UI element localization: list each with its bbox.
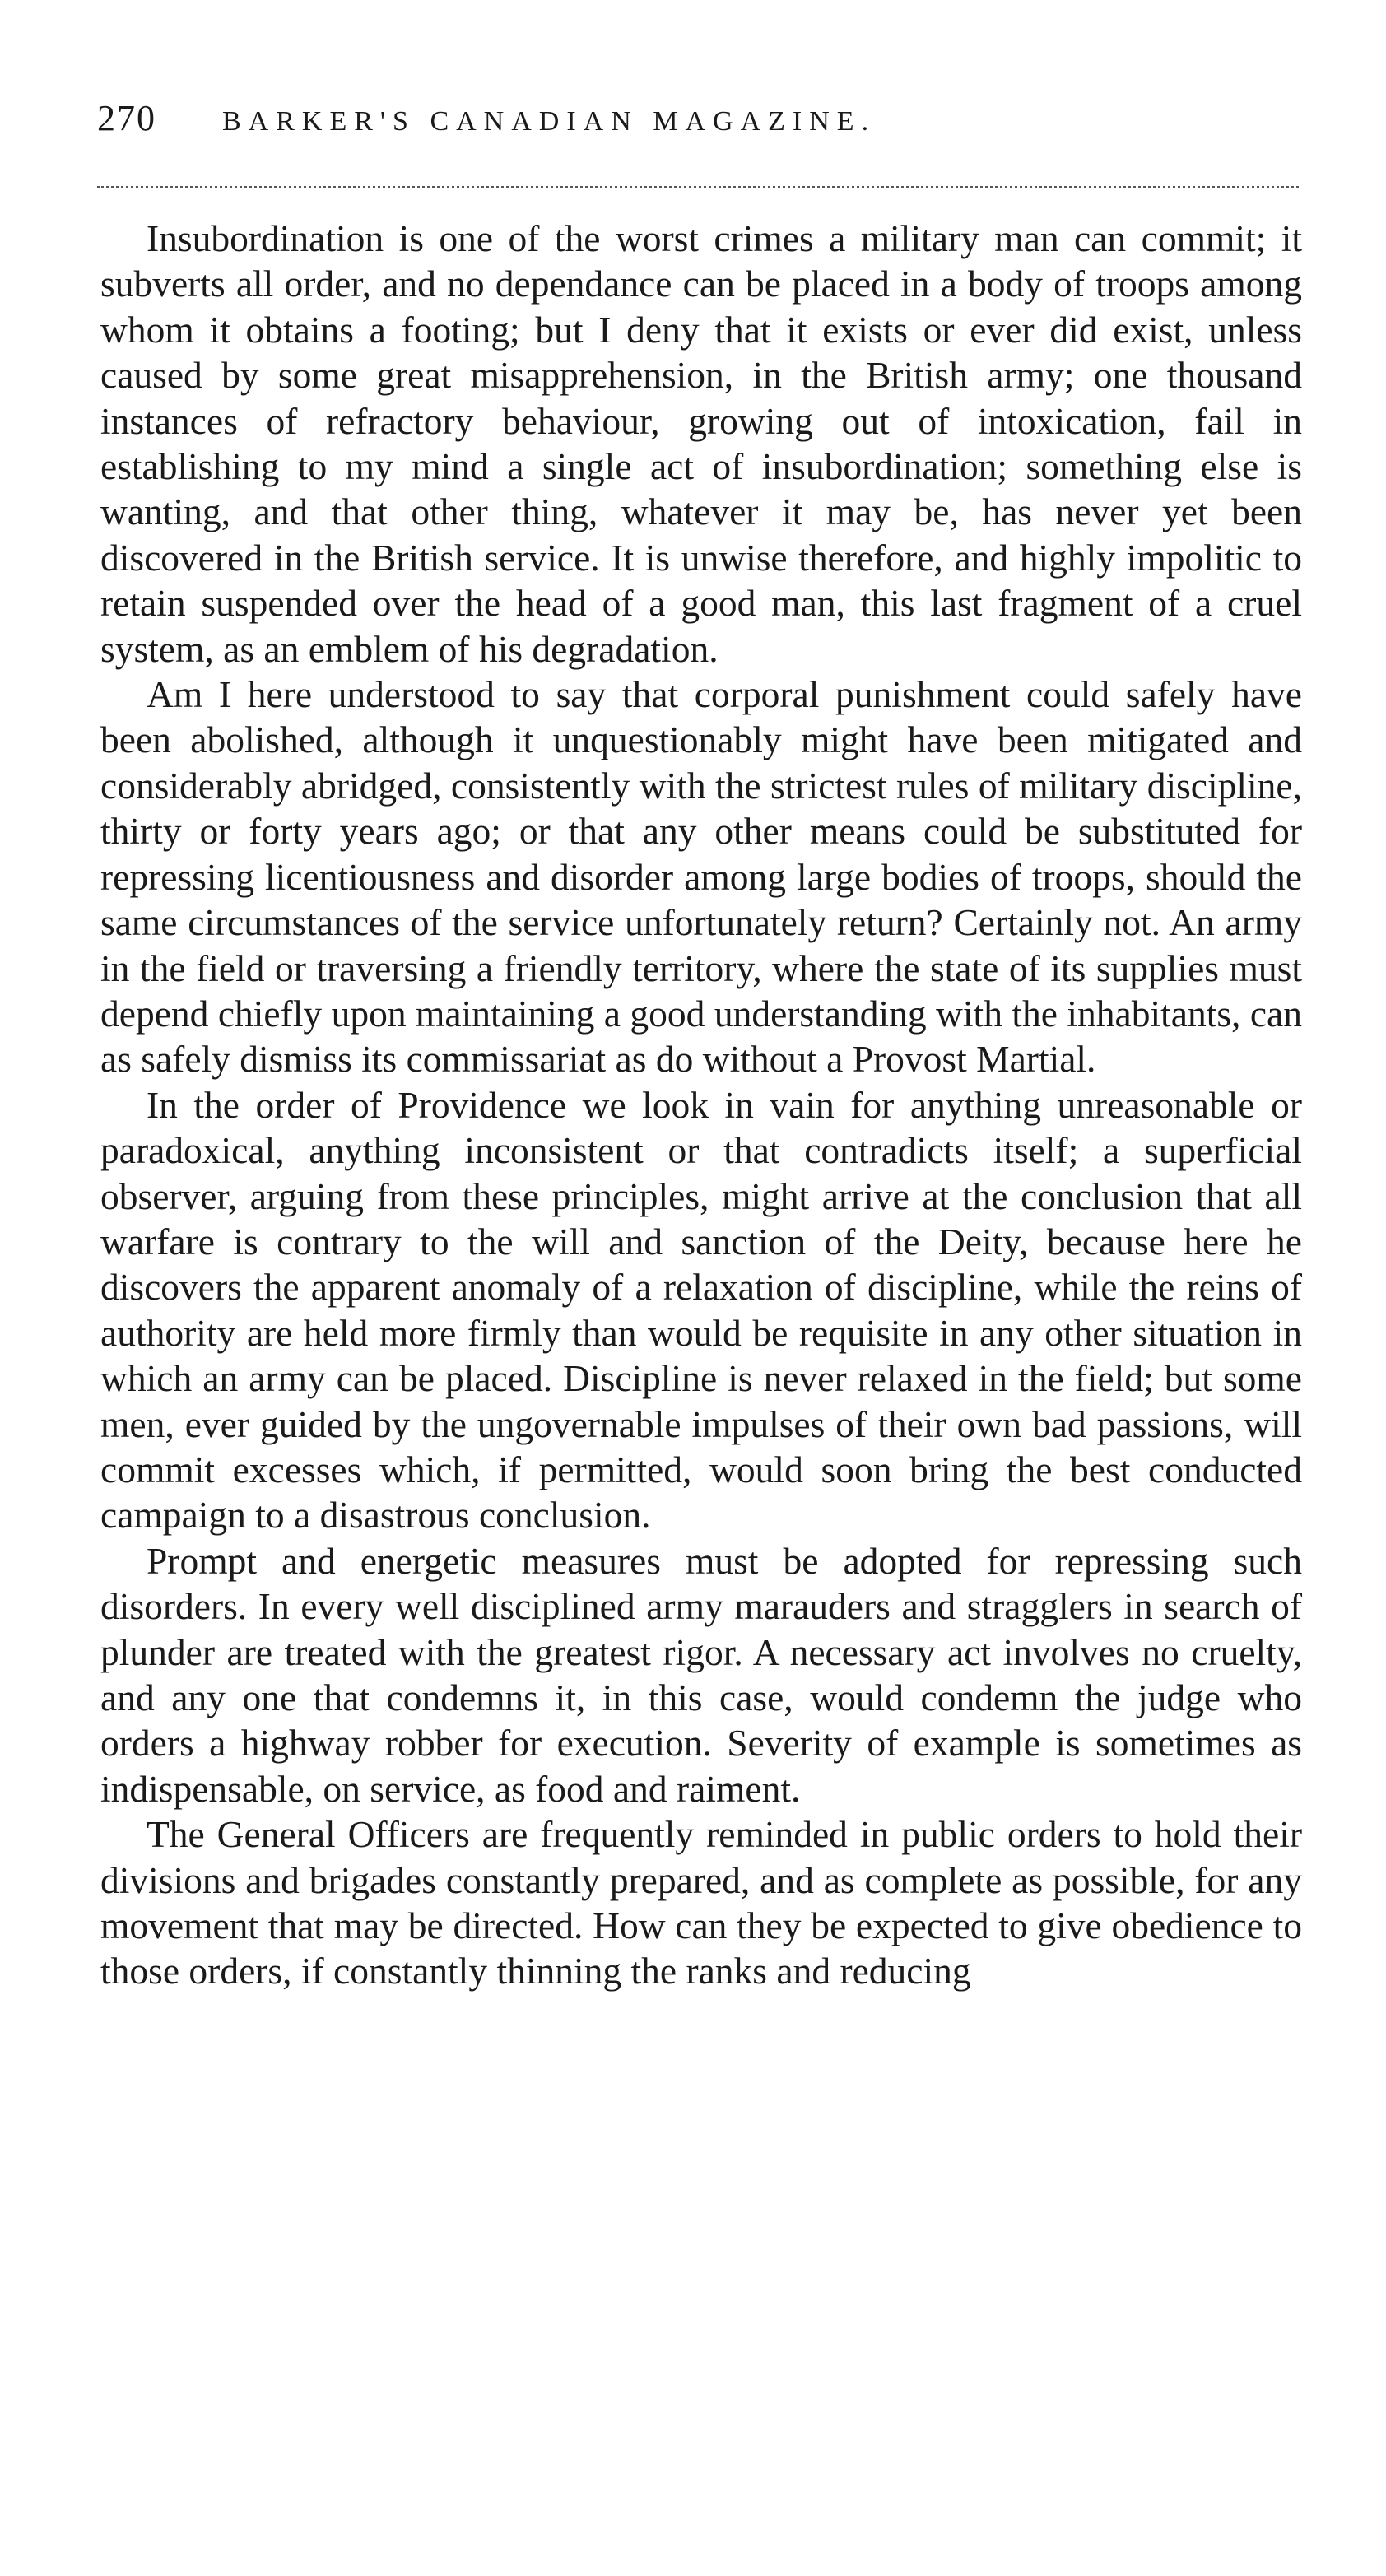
running-head [97, 97, 1299, 155]
header-rule [97, 186, 1299, 188]
page-number: 270 [97, 98, 156, 138]
paragraph: Prompt and energetic measures must be adopted for repressing such disorders. In every well disciplined army marauders and stragglers in search of plunder are treated with the greatest rigor. A necessary act involves no cruelty, and any one that condemns it, in this case, would condemn the judge who orders a highway robber for execution. Severity of example is sometimes as indispensable, on service, as food and raiment. [100, 1539, 1302, 1810]
paragraph: Insubordination is one of the worst crimes a military man can commit; it subverts all order, and no dependance can be placed in a body of troops among whom it obtains a footing; but I deny that it exists or ever did exist, unless caused by some great misapprehension, in the British army; one thousand instances of refractory behaviour, growing out of intoxication, fail in establishing to my mind a single act of insubordination; something else is wanting, and that other thing, whatever it may be, has never yet been discovered in the British service. It is unwise therefore, and highly impolitic to retain suspended over the head of a good man, this last fragment of a cruel system, as an emblem of his degradation. [100, 217, 1302, 670]
paragraph: Am I here understood to say that corporal punishment could safely have been abolished, although it unquestionably might have been mitigated and considerably abridged, consistently with the strictest rules of military discipline, thirty or forty years ago; or that any other means could be substituted for repressing licentiousness and disorder among large bodies of troops, should the same circumstances of the service unfortunately return? Certainly not. An army in the field or traversing a friendly territory, where the state of its supplies must depend chiefly upon maintaining a good understanding with the inhabitants, can as safely dismiss its commissariat as do without a Provost Martial. [100, 673, 1302, 1081]
paragraph: In the order of Providence we look in vain for anything unreasonable or paradoxical, anything inconsistent or that contradicts itself; a superficial observer, arguing from these principles, might arrive at the conclusion that all warfare is contrary to the will and sanction of the Deity, because here he discovers the apparent anomaly of a relaxation of discipline, while the reins of authority are held more firmly than would be requisite in any other situation in which an army can be placed. Discipline is never relaxed in the field; but some men, ever guided by the ungovernable impulses of their own bad passions, will commit excesses which, if permitted, would soon bring the best conducted campaign to a disastrous conclusion. [100, 1083, 1302, 1537]
magazine-title: BARKER'S CANADIAN MAGAZINE. [222, 106, 877, 137]
article-body [100, 216, 1302, 1994]
paragraph: The General Officers are frequently reminded in public orders to hold their divisions and brigades constantly prepared, and as complete as possible, for any movement that may be directed. How can they be expected to give obedience to those orders, if constantly thinning the ranks and reducing [100, 1813, 1302, 1992]
